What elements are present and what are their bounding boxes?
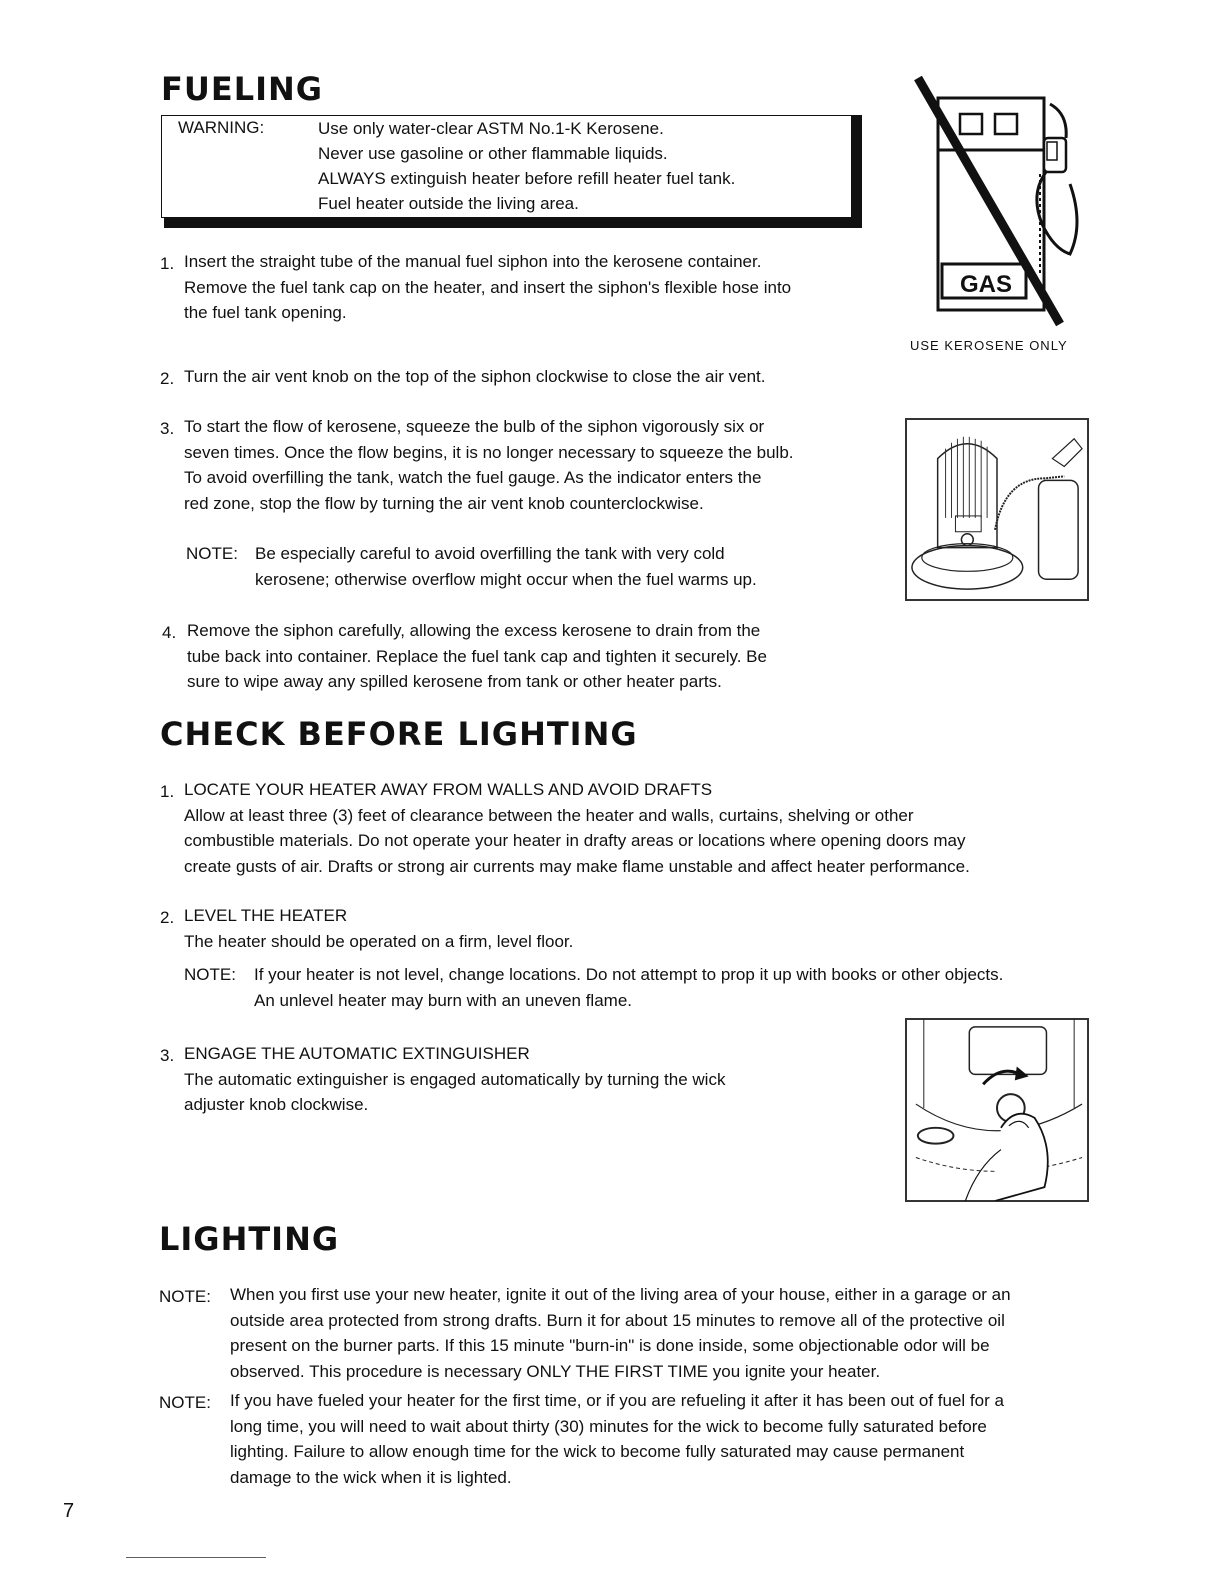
step-number: 2. <box>160 369 175 388</box>
step-line: Remove the siphon carefully, allowing the excess kerosene to drain from the <box>187 621 761 640</box>
pump-gas-sign: GAS <box>959 271 1013 298</box>
step-line: Remove the fuel tank cap on the heater, and insert the siphon's flexible hose into <box>184 277 792 297</box>
note-line: damage to the wick when it is lighted. <box>230 1467 512 1487</box>
step-line: seven times. Once the flow begins, it is no longer necessary to squeeze the bulb. <box>184 442 794 462</box>
step-line: tube back into container. Replace the fuel tank cap and tighten it securely. Be <box>187 646 767 666</box>
note-line: outside area protected from strong drafts. Burn it for about 15 minutes to remove all of the protective oil <box>230 1310 1005 1330</box>
check-note <box>254 962 1003 1013</box>
step-line: red zone, stop the flow by turning the air vent knob counterclockwise. <box>184 493 704 513</box>
check-item-1 <box>184 777 1083 879</box>
warning-box-shadow-bottom <box>164 218 862 228</box>
check-item-3 <box>184 1041 725 1118</box>
item-number: 1. <box>160 782 175 801</box>
item-number: 2. <box>160 908 175 927</box>
warning-label: WARNING: <box>178 118 265 137</box>
check-item-2 <box>184 903 573 954</box>
item-title: ENGAGE THE AUTOMATIC EXTINGUISHER <box>184 1044 530 1063</box>
item-number: 3. <box>160 1046 175 1065</box>
note-line: If you have fueled your heater for the first time, or if you are refueling it after it has been out of fuel for a <box>230 1391 1004 1410</box>
step-line: To start the flow of kerosene, squeeze the bulb of the siphon vigorously six or <box>184 417 765 436</box>
step-number: 4. <box>162 623 177 642</box>
note-line: present on the burner parts. If this 15 minute "burn-in" is done inside, some objectionable odor will be <box>230 1336 990 1355</box>
step-line: Insert the straight tube of the manual fuel siphon into the kerosene container. <box>184 252 762 271</box>
warning-lines <box>318 116 735 216</box>
note-line: lighting. Failure to allow enough time for the wick to become fully saturated may cause permanent <box>230 1442 965 1461</box>
fueling-note <box>255 541 757 592</box>
warning-line: Fuel heater outside the living area. <box>318 194 579 213</box>
item-line: The automatic extinguisher is engaged automatically by turning the wick <box>184 1069 726 1089</box>
item-title: LOCATE YOUR HEATER AWAY FROM WALLS AND AVOID DRAFTS <box>184 780 713 799</box>
item-line: adjuster knob clockwise. <box>184 1095 369 1114</box>
lighting-note-2 <box>230 1388 1089 1490</box>
note-line: Be especially careful to avoid overfilling the tank with very cold <box>255 544 725 563</box>
fueling-step-1 <box>184 249 854 326</box>
item-line: combustible materials. Do not operate your heater in drafty areas or locations where opening doors may <box>184 831 966 850</box>
warning-line: Never use gasoline or other flammable liquids. <box>318 144 668 163</box>
item-line: Allow at least three (3) feet of clearance between the heater and walls, curtains, shelving or other <box>184 805 914 825</box>
note-line: If your heater is not level, change locations. Do not attempt to prop it up with books or other objects. <box>254 965 1004 984</box>
wick-adjuster-knob-illustration <box>905 1018 1089 1202</box>
lighting-heading: LIGHTING <box>159 1220 340 1258</box>
note-line: kerosene; otherwise overflow might occur when the fuel warms up. <box>255 569 757 589</box>
check-heading: CHECK BEFORE LIGHTING <box>160 715 638 753</box>
item-line: The heater should be operated on a firm, level floor. <box>184 931 574 951</box>
lighting-note-1 <box>230 1282 1089 1384</box>
step-line: To avoid overfilling the tank, watch the fuel gauge. As the indicator enters the <box>184 468 762 487</box>
note-label: NOTE: <box>159 1393 211 1412</box>
note-line: observed. This procedure is necessary ONLY THE FIRST TIME you ignite your heater. <box>230 1361 881 1381</box>
note-label: NOTE: <box>184 965 236 984</box>
warning-line: Use only water-clear ASTM No.1-K Kerosene. <box>318 119 664 138</box>
step-number: 1. <box>160 254 175 273</box>
warning-box-shadow-right <box>851 115 862 228</box>
fueling-step-3 <box>184 414 794 516</box>
siphon-fueling-illustration <box>905 418 1089 601</box>
page-number: 7 <box>63 1500 75 1522</box>
note-label: NOTE: <box>186 544 238 563</box>
step-line: sure to wipe away any spilled kerosene from tank or other heater parts. <box>187 672 722 691</box>
fueling-step-2 <box>184 364 765 390</box>
crossed-gas-pump-illustration <box>900 74 1090 330</box>
warning-line: ALWAYS extinguish heater before refill heater fuel tank. <box>318 169 736 188</box>
note-line: When you first use your new heater, ignite it out of the living area of your house, either in a garage or an <box>230 1285 1011 1304</box>
pump-caption: USE KEROSENE ONLY <box>910 338 1068 353</box>
item-title: LEVEL THE HEATER <box>184 906 348 925</box>
note-line: An unlevel heater may burn with an uneven flame. <box>254 990 633 1010</box>
step-line: Turn the air vent knob on the top of the siphon clockwise to close the air vent. <box>184 367 766 386</box>
fueling-heading: FUELING <box>161 70 324 108</box>
fueling-step-4 <box>187 618 767 695</box>
step-number: 3. <box>160 419 175 438</box>
item-line: create gusts of air. Drafts or strong air currents may make flame unstable and affect heater performance. <box>184 856 970 876</box>
footer-rule <box>126 1557 266 1558</box>
note-label: NOTE: <box>159 1287 211 1306</box>
step-line: the fuel tank opening. <box>184 303 347 322</box>
note-line: long time, you will need to wait about thirty (30) minutes for the wick to become fully saturated before <box>230 1416 987 1436</box>
